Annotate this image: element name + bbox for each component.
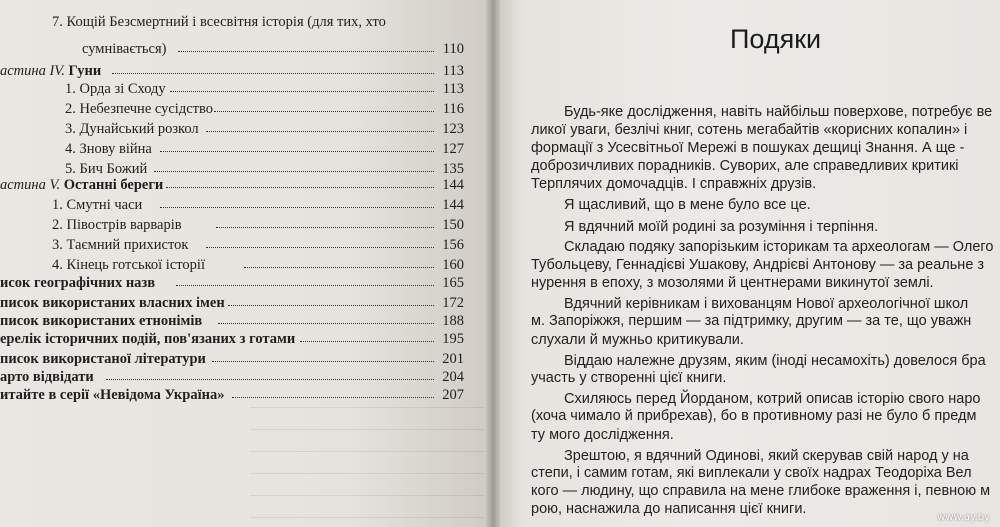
toc-entry-title	[65, 140, 152, 158]
toc-entry	[0, 120, 464, 138]
toc-leader-dots	[170, 91, 434, 92]
toc-entry	[0, 386, 464, 404]
toc-entry-text: писок використаних власних імен	[0, 295, 225, 311]
toc-part-label: астина IV.	[0, 63, 65, 79]
toc-entry	[0, 176, 464, 194]
toc-page-number: 123	[442, 121, 464, 137]
toc-page-number: 144	[442, 197, 464, 213]
toc-leader-dots	[160, 151, 434, 152]
toc-page-number: 116	[442, 101, 464, 117]
toc-entry	[0, 80, 464, 98]
toc-entry-title	[0, 176, 163, 194]
toc-leader-dots	[166, 187, 434, 188]
toc-entry-title	[0, 330, 295, 348]
toc-leader-dots	[214, 111, 434, 112]
acknowledgement-line: ликої уваги, безлічі книг, сотень мегабайтів «корисних копалин» і	[531, 122, 968, 138]
acknowledgement-line: слухали й мужньо критикували.	[531, 332, 744, 348]
acknowledgement-line: формації з Усесвітньої Мережі в пошуках дещиці Знання. А ще -	[531, 140, 965, 156]
acknowledgement-line: участь у створенні цієї книги.	[531, 370, 727, 386]
acknowledgement-line: Терплячих домочадців. І справжніх друзів.	[531, 176, 817, 192]
acknowledgement-line: Будь-яке дослідження, навіть найбільш поверхове, потребує ве	[564, 104, 993, 120]
toc-entry-title	[0, 294, 225, 312]
left-page	[0, 0, 492, 527]
toc-page-number: 156	[442, 237, 464, 253]
toc-entry	[0, 40, 464, 58]
toc-page-number: 172	[442, 295, 464, 311]
toc-entry-text: Гуни	[68, 63, 102, 79]
toc-page-number: 195	[442, 331, 464, 347]
toc-entry	[0, 312, 464, 330]
toc-entry-text: писок використаної літератури	[0, 351, 206, 367]
toc-entry	[0, 62, 464, 80]
toc-page-number: 144	[442, 177, 464, 193]
toc-entry-title	[0, 368, 94, 386]
acknowledgement-line: Складаю подяку запорізьким історикам та археологам — Олего	[564, 239, 994, 255]
toc-entry-title	[82, 40, 166, 58]
toc-leader-dots	[112, 73, 434, 74]
acknowledgement-line: Вдячний керівникам і вихованцям Нової археологічної школ	[564, 296, 969, 312]
toc-entry	[0, 140, 464, 158]
toc-entry	[0, 236, 464, 254]
acknowledgement-line: Схиляюсь перед Йорданом, котрий описав історію свого наро	[564, 391, 981, 407]
toc-leader-dots	[176, 285, 434, 286]
toc-leader-dots	[178, 51, 434, 52]
toc-entry-title	[0, 386, 224, 404]
toc-entry-title	[52, 196, 142, 214]
toc-entry-text: итайте в серії «Невідома Україна»	[0, 387, 225, 403]
toc-leader-dots	[228, 305, 434, 306]
toc-entry-title	[0, 62, 101, 80]
toc-part-label: астина V.	[0, 177, 61, 193]
toc-leader-dots	[206, 131, 434, 132]
toc-entry-title	[65, 100, 213, 118]
toc-leader-dots	[106, 379, 434, 380]
toc-entry-text: 5. Бич Божий	[65, 161, 148, 177]
toc-entry-title	[52, 13, 386, 31]
toc-leader-dots	[206, 247, 434, 248]
toc-entry-text: 1. Смутні часи	[52, 197, 143, 213]
acknowledgement-line: ту мого дослідження.	[531, 427, 674, 443]
toc-entry-text: арто відвідати	[0, 369, 94, 385]
toc-page-number: 127	[442, 141, 464, 157]
toc-entry-text: 2. Небезпечне сусідство	[65, 101, 213, 117]
toc-entry-title	[0, 274, 155, 292]
toc-entry-text: писок використаних етнонімів	[0, 313, 203, 329]
toc-entry-title	[52, 216, 182, 234]
toc-entry-text: 7. Кощій Безсмертний і всесвітня історія (для тих, хто	[52, 14, 386, 30]
toc-page-number: 113	[442, 63, 464, 79]
acknowledgement-line: рою, наснажила до написання цієї книги.	[531, 501, 807, 517]
bleed-through-text	[250, 395, 485, 525]
toc-leader-dots	[154, 171, 434, 172]
acknowledgement-line: Тубольцеву, Геннадієві Ушакову, Андрієві Антонову — за реальне з	[531, 257, 985, 273]
toc-leader-dots	[244, 267, 434, 268]
toc-entry	[0, 196, 464, 214]
acknowledgement-line: Віддаю належне друзям, яким (іноді несамохіть) довелося бра	[564, 353, 986, 369]
toc-page-number: 135	[442, 161, 464, 177]
toc-entry-text: сумнівається)	[82, 41, 167, 57]
page-title: Подяки	[730, 24, 822, 54]
acknowledgement-line: нурення в епоху, з мозолями й центнерами викинутої землі.	[531, 275, 934, 291]
acknowledgement-line: кого — людину, що справила на мене глибоке враження і, певною м	[531, 483, 991, 499]
toc-entry	[0, 330, 464, 348]
toc-entry-text: 2. Півострів варварів	[52, 217, 182, 233]
toc-entry-title	[52, 256, 205, 274]
toc-entry	[0, 350, 464, 368]
toc-entry-text: Останні береги	[63, 177, 164, 193]
toc-entry-title	[0, 312, 202, 330]
acknowledgement-line: доброзичливих порадників. Суворих, але справедливих критикі	[531, 158, 959, 174]
toc-entry-title	[65, 80, 166, 98]
book-spine-gutter	[486, 0, 500, 527]
acknowledgement-line: (хоча чимало й прибрехав), бо в противному разі не було б предм	[531, 408, 977, 424]
toc-entry	[0, 100, 464, 118]
toc-entry	[0, 274, 464, 292]
toc-entry	[0, 368, 464, 386]
toc-page-number: 113	[442, 81, 464, 97]
toc-entry-text: 4. Кінець готської історії	[52, 257, 205, 273]
toc-entry-title	[52, 236, 188, 254]
toc-entry-text: 4. Знову війна	[65, 141, 152, 157]
toc-entry	[0, 13, 464, 31]
toc-leader-dots	[300, 341, 434, 342]
toc-page-number: 188	[442, 313, 464, 329]
acknowledgement-line: м. Запоріжжя, першим — за підтримку, другим — за те, що уважн	[531, 313, 972, 329]
toc-page-number: 204	[442, 369, 464, 385]
acknowledgement-line: Я щасливий, що в мене було все це.	[564, 197, 811, 213]
toc-entry	[0, 256, 464, 274]
toc-page-number: 110	[442, 41, 464, 57]
acknowledgement-line: Зрештою, я вдячний Одинові, який скерував свій народ у на	[564, 448, 969, 464]
acknowledgement-line: Я вдячний моїй родині за розуміння і терпіння.	[564, 219, 879, 235]
toc-leader-dots	[232, 397, 434, 398]
toc-page-number: 165	[442, 275, 464, 291]
toc-entry-text: ерелік історичних подій, пов'язаних з готами	[0, 331, 296, 347]
toc-page-number: 207	[442, 387, 464, 403]
toc-entry-text: 1. Орда зі Сходу	[65, 81, 166, 97]
toc-leader-dots	[218, 323, 434, 324]
toc-leader-dots	[212, 361, 434, 362]
watermark: www.ay.by	[937, 512, 990, 523]
toc-entry	[0, 294, 464, 312]
toc-leader-dots	[216, 227, 434, 228]
acknowledgement-line: степи, і самим готам, які виплекали у своїх надрах Теодоріха Вел	[531, 465, 972, 481]
toc-entry-text: 3. Таємний прихисток	[52, 237, 189, 253]
toc-entry-title	[0, 350, 206, 368]
toc-page-number: 201	[442, 351, 464, 367]
toc-entry	[0, 216, 464, 234]
toc-leader-dots	[160, 207, 434, 208]
toc-page-number: 160	[442, 257, 464, 273]
toc-entry-text: 3. Дунайський розкол	[65, 121, 199, 137]
toc-entry-text: исок географічних назв	[0, 275, 156, 291]
toc-entry-title	[65, 120, 199, 138]
toc-page-number: 150	[442, 217, 464, 233]
